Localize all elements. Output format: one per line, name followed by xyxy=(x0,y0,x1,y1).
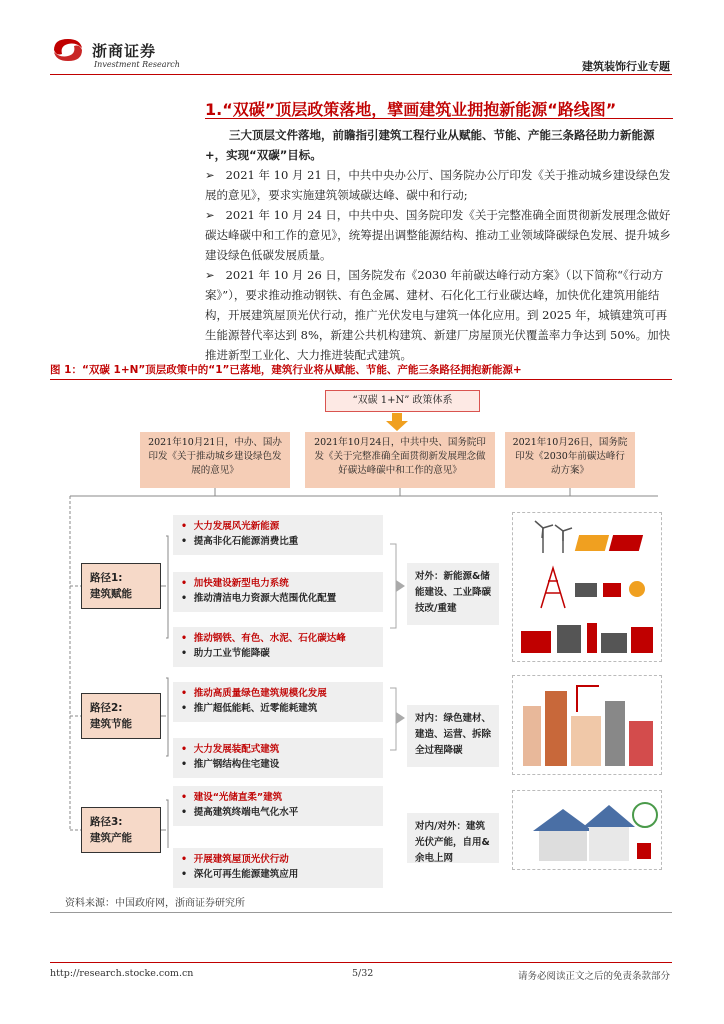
logo-subtext: Investment Research xyxy=(94,60,180,69)
path-3-item-2 xyxy=(173,848,383,888)
page-number: 5/32 xyxy=(352,968,374,979)
item-detail: • 推动清洁电力资源大范围优化配置 xyxy=(181,593,337,604)
bullet-3 xyxy=(205,265,673,365)
logo-icon xyxy=(50,36,86,64)
title-underline xyxy=(205,118,673,119)
figure-title: 图 1：“双碳 1+N”顶层政策中的“1”已落地，建筑行业将从赋能、节能、产能三条路径拥抱新能源+ xyxy=(50,364,522,376)
path-1-box: 路径1: 建筑赋能 xyxy=(81,563,161,609)
bullet-marker: ➢ xyxy=(205,208,226,222)
solar-house-illustration xyxy=(512,790,662,870)
bullet-marker: ➢ xyxy=(205,268,226,282)
item-heading: • 加快建设新型电力系统 xyxy=(181,578,289,589)
report-type: 建筑装饰行业专题 xyxy=(582,60,670,73)
policy-doc-2: 2021年10月24日，中共中央、国务院印发《关于完整准确全面贯彻新发展理念做好碳达峰碳中和工作的意见》 xyxy=(305,432,495,488)
footer-disclaimer: 请务必阅读正文之后的免责条款部分 xyxy=(517,971,670,982)
intro-paragraph xyxy=(205,125,673,165)
bullet-marker: ➢ xyxy=(205,168,226,182)
item-heading: • 建设“光储直柔”建筑 xyxy=(181,792,283,803)
path-3-side-note: 对内/对外：建筑光伏产能，自用&余电上网 xyxy=(407,813,499,863)
path-3-box: 路径3: 建筑产能 xyxy=(81,807,161,853)
logo-text: 浙商证券 xyxy=(92,42,157,60)
footer-url-link[interactable]: http://research.stocke.com.cn xyxy=(50,968,194,979)
path-2-box: 路径2: 建筑节能 xyxy=(81,693,161,739)
item-heading: • 开展建筑屋顶光伏行动 xyxy=(181,854,289,865)
footer-divider xyxy=(50,962,672,963)
solar-house-icon xyxy=(513,791,661,869)
item-detail: • 提高非化石能源消费比重 xyxy=(181,536,299,547)
path-2-item-1 xyxy=(173,682,383,722)
path-2-side-note: 对内：绿色建材、建造、运营、拆除全过程降碳 xyxy=(407,705,499,767)
policy-doc-1: 2021年10月21日，中办、国办印发《关于推动城乡建设绿色发展的意见》 xyxy=(140,432,290,488)
figure-divider xyxy=(50,379,672,380)
intro-bold: 三大顶层文件落地，前瞻指引建筑工程行业从赋能、节能、产能三条路径助力新能源+，实现“双碳”目标。 xyxy=(205,128,655,162)
policy-doc-3: 2021年10月26日，国务院印发《2030年前碳达峰行动方案》 xyxy=(505,432,635,488)
item-heading: • 大力发展装配式建筑 xyxy=(181,744,280,755)
item-detail: • 推广钢结构住宅建设 xyxy=(181,759,280,770)
bullet-1 xyxy=(205,165,673,205)
item-detail: • 推广超低能耗、近零能耗建筑 xyxy=(181,703,318,714)
building-icon xyxy=(513,676,661,774)
item-heading: • 推动钢铁、有色、水泥、石化碳达峰 xyxy=(181,633,346,644)
item-detail: • 提高建筑终端电气化水平 xyxy=(181,807,299,818)
path-1-item-2 xyxy=(173,572,383,612)
bullet-text: 2021 年 10 月 26 日，国务院发布《2030 年前碳达峰行动方案》（以下简称“《行动方案》”），要求推动推动钢铁、有色金属、建材、石化化工行业碳达峰，加快优化建筑用能结构，开展建筑屋顶光伏行动，推广光伏发电与建筑一体化应用。到 2025 年，城镇建筑可再生能源替代率达到 8%，新建公共机构建筑、新建厂房屋顶光伏覆盖率力争达到 50%。加快推进新型工业化、大力推进装配式建筑。 xyxy=(205,268,671,362)
item-heading: • 大力发展风光新能源 xyxy=(181,521,280,532)
item-detail: • 助力工业节能降碳 xyxy=(181,648,270,659)
item-detail: • 深化可再生能源建筑应用 xyxy=(181,869,299,880)
path-3-item-1 xyxy=(173,786,383,826)
wind-solar-grid-icon xyxy=(513,513,661,661)
figure-source: 资料来源：中国政府网，浙商证券研究所 xyxy=(65,898,245,909)
path-1-item-1 xyxy=(173,515,383,555)
item-heading: • 推动高质量绿色建筑规模化发展 xyxy=(181,688,327,699)
green-building-illustration xyxy=(512,675,662,775)
energy-illustration xyxy=(512,512,662,662)
arrow-down-icon xyxy=(386,413,408,431)
policy-system-box: “双碳 1+N” 政策体系 xyxy=(325,390,480,412)
bullet-text: 2021 年 10 月 21 日，中共中央办公厅、国务院办公厅印发《关于推动城乡建设绿色发展的意见》，要求实施建筑领域碳达峰、碳中和行动; xyxy=(205,168,671,202)
bullet-2 xyxy=(205,205,673,265)
section-title: 1.“双碳”顶层政策落地，擘画建筑业拥抱新能源“路线图” xyxy=(205,100,617,119)
header-divider xyxy=(50,74,672,75)
figure-bottom-divider xyxy=(50,912,672,913)
path-1-side-note: 对外：新能源&储能建设、工业降碳技改/重建 xyxy=(407,563,499,625)
bullet-text: 2021 年 10 月 24 日，中共中央、国务院印发《关于完整准确全面贯彻新发展理念做好碳达峰碳中和工作的意见》，统筹提出调整能源结构、推动工业领域降碳绿色发展、提升城乡建设绿色低碳发展质量。 xyxy=(205,208,671,262)
path-2-item-2 xyxy=(173,738,383,778)
path-1-item-3 xyxy=(173,627,383,667)
